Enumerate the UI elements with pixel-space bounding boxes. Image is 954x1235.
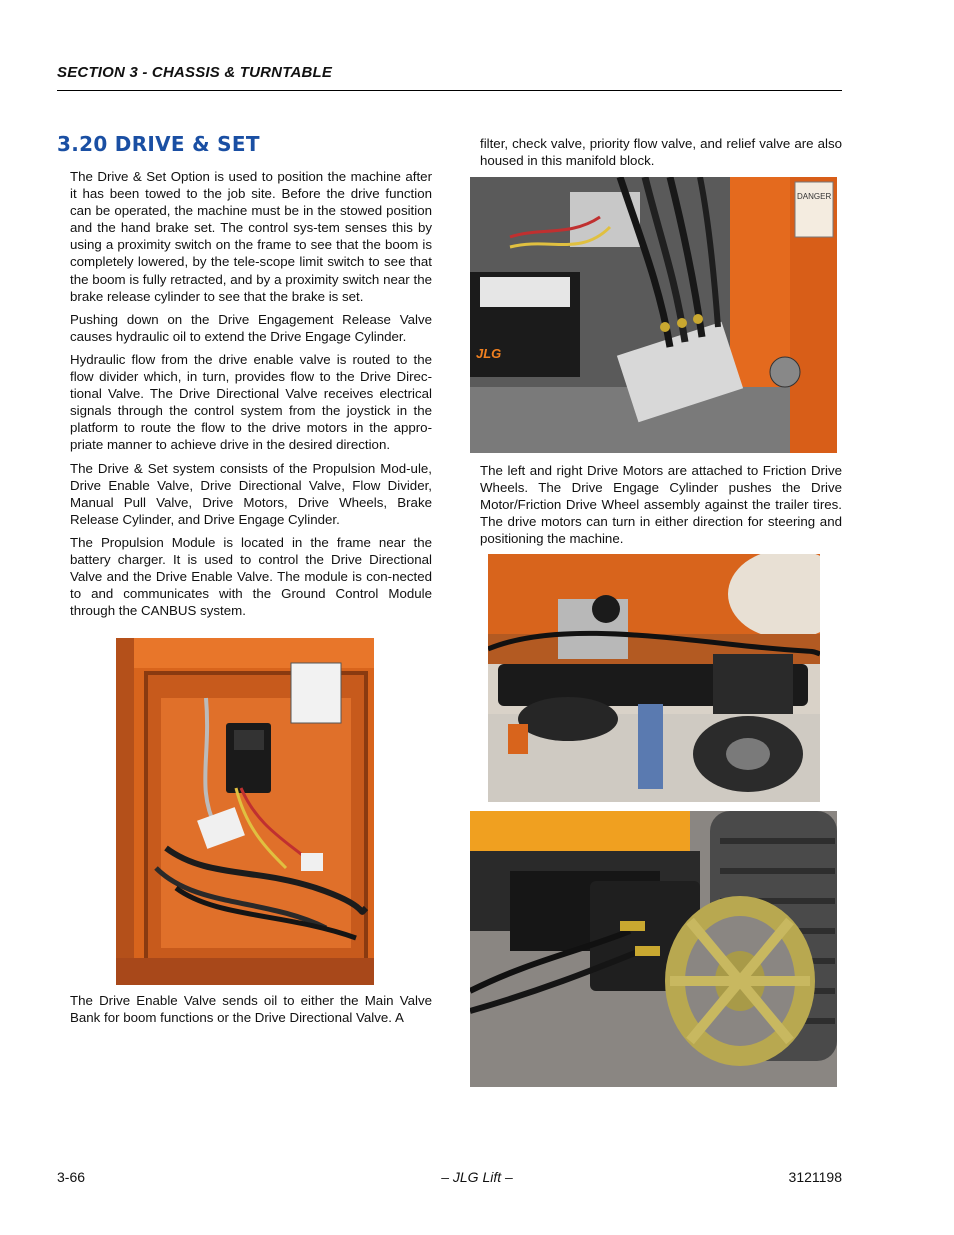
left-column-continued-text: [70, 992, 432, 1032]
footer-page-number: 3-66: [57, 1169, 86, 1185]
paragraph-manifold-continued: filter, check valve, priority flow valve, and relief valve are also housed in this manifold block.: [480, 136, 842, 169]
paragraph-drive-motors: The left and right Drive Motors are attached to Friction Drive Wheels. The Drive Engage Cylinder pushes the Drive Motor/Friction Drive Wheel assembly against the trailer tires. The drive motors can turn in either direction for steering and positioning the machine.: [480, 463, 842, 547]
page-header: [57, 64, 842, 91]
paragraph-system-components: The Drive & Set system consists of the Propulsion Mod-ule, Drive Enable Valve, Drive Directional Valve, Flow Divider, Manual Pull Valve, Drive Motors, Drive Wheels, Brake Release Cylinder, and Drive Engage Cylinder.: [70, 460, 432, 527]
section-title: 3.20 DRIVE & SET: [57, 132, 260, 156]
paragraph-drive-enable-valve: The Drive Enable Valve sends oil to either the Main Valve Bank for boom functions or the Drive Directional Valve. A: [70, 993, 432, 1026]
paragraph-drive-engagement: Pushing down on the Drive Engagement Release Valve causes hydraulic oil to extend the Drive Engage Cylinder.: [70, 311, 432, 344]
paragraph-hydraulic-flow: Hydraulic flow from the drive enable valve is routed to the flow divider which, in turn, provides flow to the Drive Direc-tional Valve. The Drive Directional Valve receives electrical signals through the control system from the joystick in the platform to route the flow to the drive motors in the appro-priate manner to achieve drive in the desired direction.: [70, 351, 432, 453]
photo-friction-drive-wheel: [470, 811, 837, 1087]
footer-doc-number: 3121198: [788, 1169, 842, 1185]
section-header-title: SECTION 3 - CHASSIS & TURNTABLE: [57, 64, 333, 81]
left-column-text: [70, 168, 432, 625]
manifold-logo-text: JLG: [476, 346, 502, 361]
manifold-decal-text: DANGER: [797, 192, 832, 201]
photo-propulsion-module: [116, 638, 374, 985]
right-column-text-top: [480, 135, 842, 175]
paragraph-propulsion-module: The Propulsion Module is located in the frame near the battery charger. It is used to control the Drive Directional Valve and the Drive Enable Valve. The module is con-nected to and communicates with the Ground Control Module through the CANBUS system.: [70, 534, 432, 619]
photo-manifold-block: [470, 177, 837, 453]
right-column-text-motors: [480, 462, 842, 553]
paragraph-drive-set-intro: The Drive & Set Option is used to position the machine after it has been towed to the job site. Before the drive function can be operated, the machine must be in the stowed position and the hand brake set. The control sys-tem senses this by using a proximity switch on the frame to see that the boom is completely lowered, by the tele-scope limit switch to see that the boom is fully retracted, and by a proximity switch near the brake release cylinder to see that the brake is set.: [70, 169, 432, 304]
photo-drive-cylinder: [488, 554, 820, 802]
footer-center-title: – JLG Lift –: [441, 1169, 513, 1185]
